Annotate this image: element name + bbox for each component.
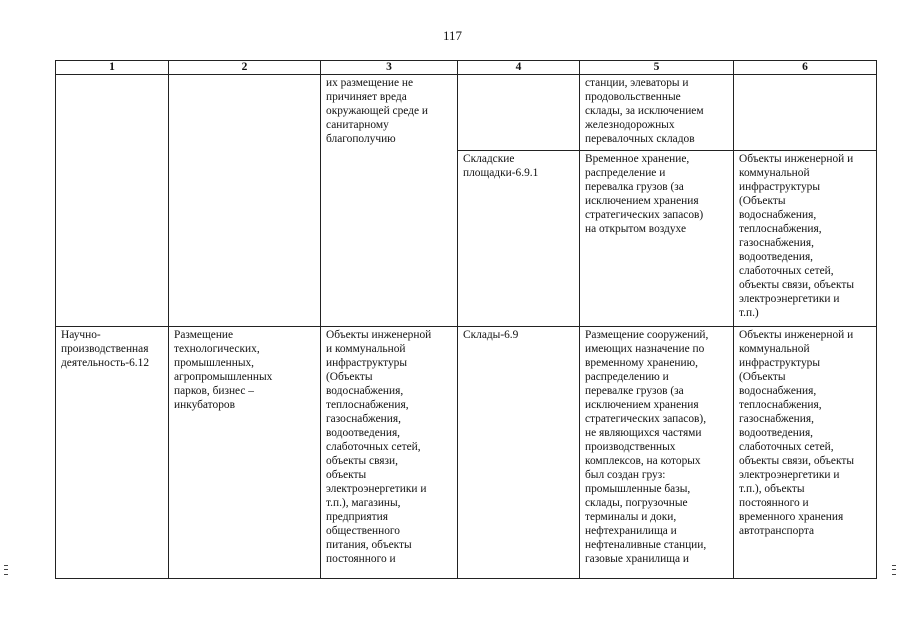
right-edge-mark — [892, 565, 896, 575]
cell-r3-c6: Объекты инженерной и коммунальной инфраструктуры (Объекты водоснабжения, теплоснабжения, газоснабжения, водоотведения, слаботочных сетей, объекты связи, объекты электроэнергетики и т.п.), объекты постоянного и временного хранения автотранспорта — [734, 327, 877, 579]
table-row — [56, 327, 877, 579]
page-number: 117 — [442, 28, 463, 43]
cell-r3-c1: Научно- производственная деятельность-6.12 — [56, 327, 169, 579]
cell-r2-c6: Объекты инженерной и коммунальной инфраструктуры (Объекты водоснабжения, теплоснабжения, газоснабжения, водоотведения, слаботочных сетей, объекты связи, объекты электроэнергетики и т.п.) — [734, 151, 877, 327]
cell-r1-c2 — [169, 75, 321, 327]
column-header-6: 6 — [734, 61, 877, 75]
cell-r2-c5: Временное хранение, распределение и перевалка грузов (за исключением хранения стратегических запасов) на открытом воздухе — [580, 151, 734, 327]
cell-r2-c4: Складские площадки-6.9.1 — [458, 151, 580, 327]
cell-r1-c1 — [56, 75, 169, 327]
column-header-5: 5 — [580, 61, 734, 75]
cell-r1-c3: их размещение не причиняет вреда окружающей среде и санитарному благополучию — [321, 75, 458, 327]
column-header-3: 3 — [321, 61, 458, 75]
cell-r1-c4 — [458, 75, 580, 151]
column-header-4: 4 — [458, 61, 580, 75]
land-use-table — [55, 60, 877, 579]
cell-r3-c5: Размещение сооружений, имеющих назначение по временному хранению, распределению и перевалке грузов (за исключением хранения стратегических запасов), не являющихся частями производственных комплексов, на которых был создан груз: промышленные базы, склады, погрузочные терминалы и доки, нефтехранилища и нефтеналивные станции, газовые хранилища и — [580, 327, 734, 579]
cell-r3-c4: Склады-6.9 — [458, 327, 580, 579]
cell-r3-c2: Размещение технологических, промышленных, агропромышленных парков, бизнес – инкубаторов — [169, 327, 321, 579]
column-header-2: 2 — [169, 61, 321, 75]
column-header-1: 1 — [56, 61, 169, 75]
cell-r1-c6 — [734, 75, 877, 151]
cell-r3-c3: Объекты инженерной и коммунальной инфраструктуры (Объекты водоснабжения, теплоснабжения, газоснабжения, водоотведения, слаботочных сетей, объекты связи, объекты электроэнергетики и т.п.), магазины, предприятия общественного питания, объекты постоянного и — [321, 327, 458, 579]
left-edge-mark — [4, 565, 8, 575]
table-row — [56, 75, 877, 151]
cell-r1-c5: станции, элеваторы и продовольственные склады, за исключением железнодорожных перевалочных складов — [580, 75, 734, 151]
table-header-row — [56, 61, 877, 75]
